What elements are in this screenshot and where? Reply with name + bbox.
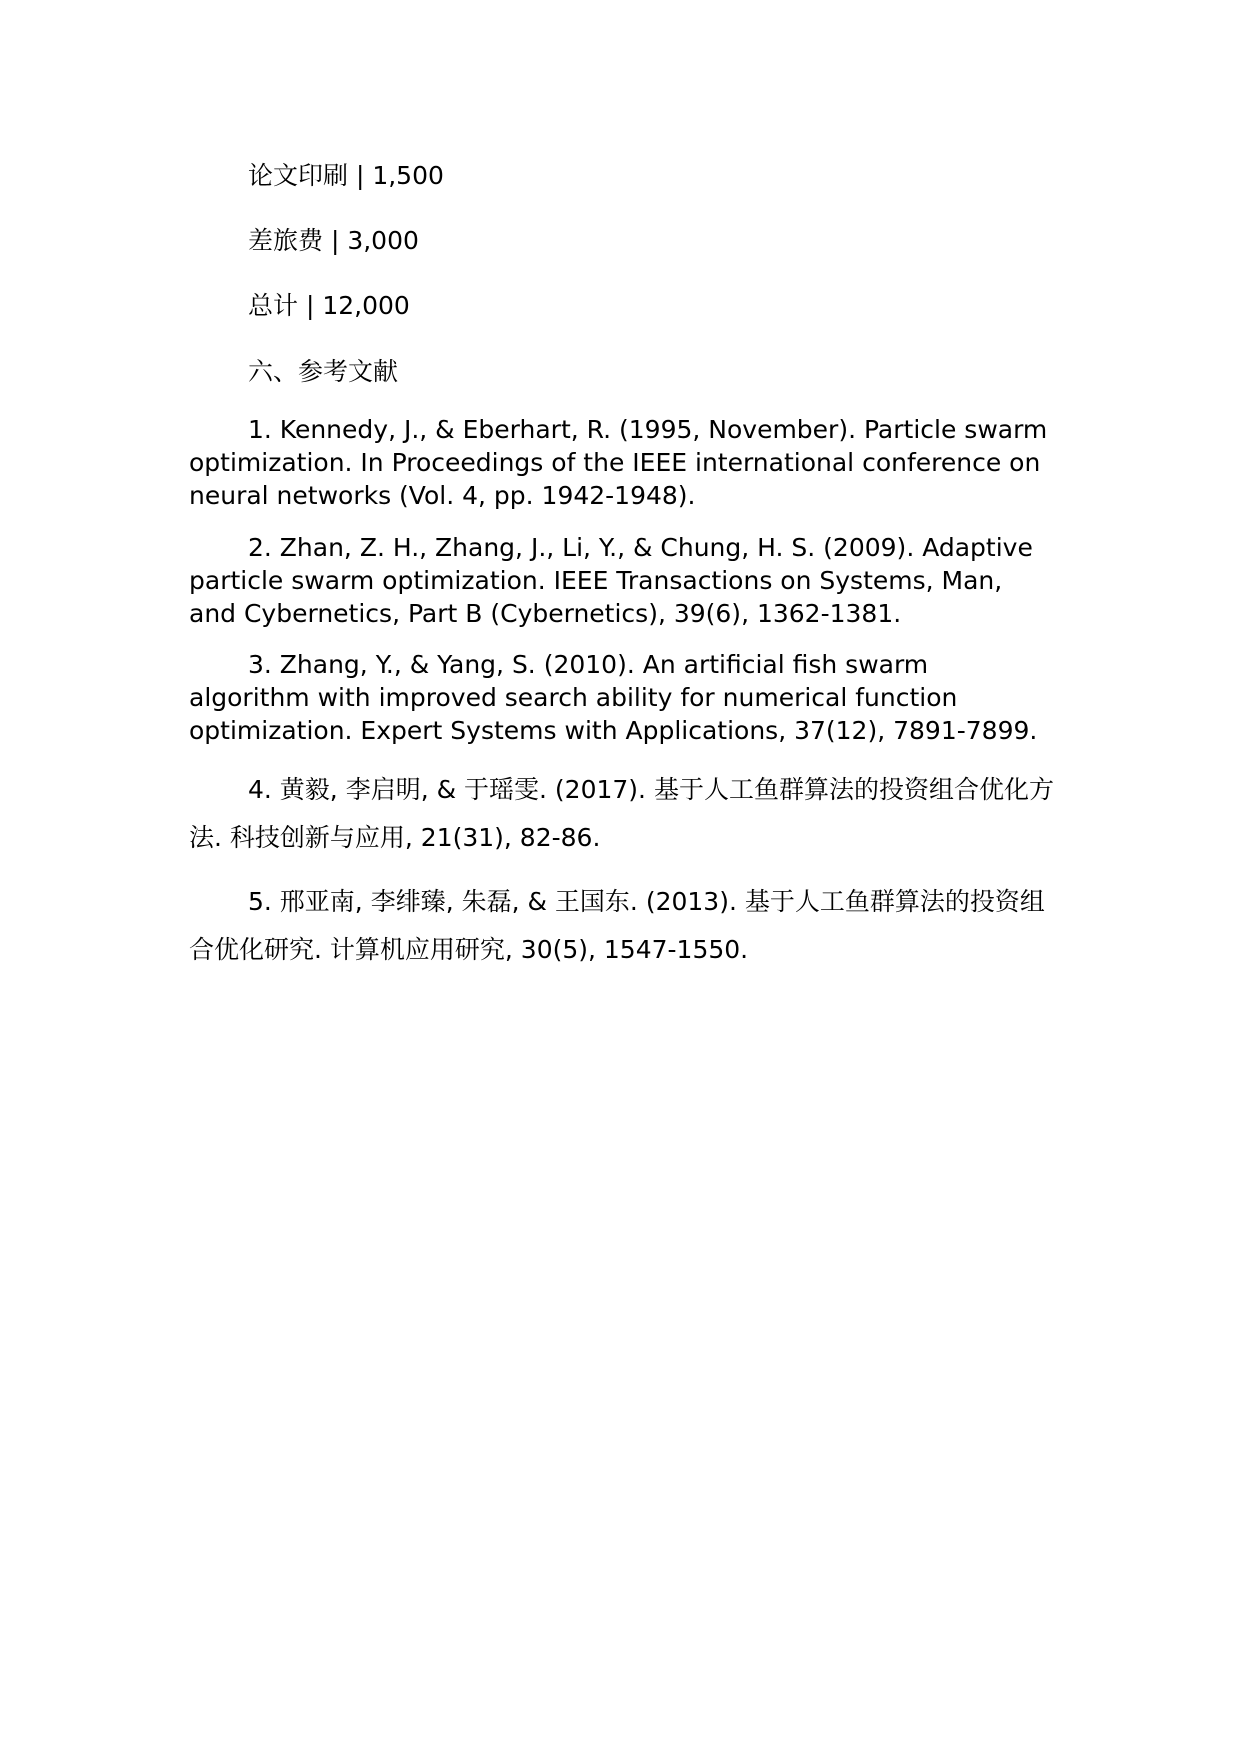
budget-item-travel: 差旅费 | 3,000 xyxy=(248,226,419,255)
budget-item-total: 总计 | 12,000 xyxy=(248,291,410,320)
reference-item-1: 1. Kennedy, J., & Eberhart, R. (1995, November). Particle swarm optimization. In Proceedings of the IEEE international conference on neural networks (Vol. 4, pp. 1942-1948). xyxy=(189,415,1048,510)
budget-item-paper-printing: 论文印刷 | 1,500 xyxy=(248,161,444,190)
reference-item-4: 4. 黄毅, 李启明, & 于瑶雯. (2017). 基于人工鱼群算法的投资组合优化方法. 科技创新与应用, 21(31), 82-86. xyxy=(189,775,1054,852)
references-heading: 六、参考文献 xyxy=(248,357,399,386)
reference-item-2: 2. Zhan, Z. H., Zhang, J., Li, Y., & Chung, H. S. (2009). Adaptive particle swarm optimization. IEEE Transactions on Systems, Man, and Cybernetics, Part B (Cybernetics), 39(6), 1362-1381. xyxy=(189,533,1033,628)
reference-item-3: 3. Zhang, Y., & Yang, S. (2010). An artificial fish swarm algorithm with improved search ability for numerical function optimization. Expert Systems with Applications, 37(12), 7891-7899. xyxy=(189,650,1038,745)
reference-item-5: 5. 邢亚南, 李绯臻, 朱磊, & 王国东. (2013). 基于人工鱼群算法的投资组合优化研究. 计算机应用研究, 30(5), 1547-1550. xyxy=(189,887,1045,964)
